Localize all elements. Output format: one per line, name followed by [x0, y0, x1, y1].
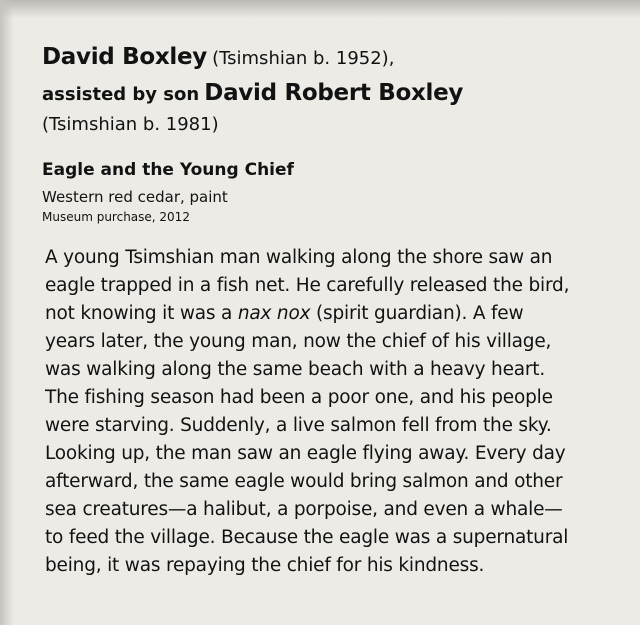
story-line: were starving. Suddenly, a live salmon fell from the sky.: [45, 415, 552, 436]
son-name: David Robert Boxley: [204, 80, 464, 106]
story-line: The fishing season had been a poor one, and his people: [45, 387, 553, 408]
story-line: A young Tsimshian man walking along the shore saw an: [45, 247, 553, 268]
story-line: being, it was repaying the chief for his kindness.: [45, 555, 485, 576]
artwork-title: Eagle and the Young Chief: [42, 160, 294, 180]
story-line: [45, 303, 523, 324]
story-line: years later, the young man, now the chief of his village,: [45, 331, 552, 352]
left-shadow: [0, 0, 14, 625]
assisted-prefix: assisted by son: [42, 84, 200, 105]
artist-name: David Boxley: [42, 44, 208, 70]
story-text-segment: (spirit guardian). A few: [316, 303, 524, 324]
assisted-line: [42, 80, 463, 106]
artwork-materials: Western red cedar, paint: [42, 188, 228, 206]
top-shadow: [0, 0, 640, 18]
story-line: sea creatures—a halibut, a porpoise, and even a whale—: [45, 499, 563, 520]
artwork-credit: Museum purchase, 2012: [42, 210, 190, 224]
story-line: eagle trapped in a fish net. He carefully released the bird,: [45, 275, 570, 296]
nax-nox-term: nax nox: [237, 303, 311, 324]
story-text-segment: not knowing it was a: [45, 303, 233, 324]
story-line: Looking up, the man saw an eagle flying away. Every day: [45, 443, 566, 464]
artist-line: [42, 44, 394, 70]
story-line: to feed the village. Because the eagle was a supernatural: [45, 527, 569, 548]
story-line: afterward, the same eagle would bring salmon and other: [45, 471, 563, 492]
story-line: was walking along the same beach with a heavy heart.: [45, 359, 546, 380]
artist-dates: (Tsimshian b. 1952),: [212, 48, 395, 69]
son-dates: (Tsimshian b. 1981): [42, 114, 219, 135]
